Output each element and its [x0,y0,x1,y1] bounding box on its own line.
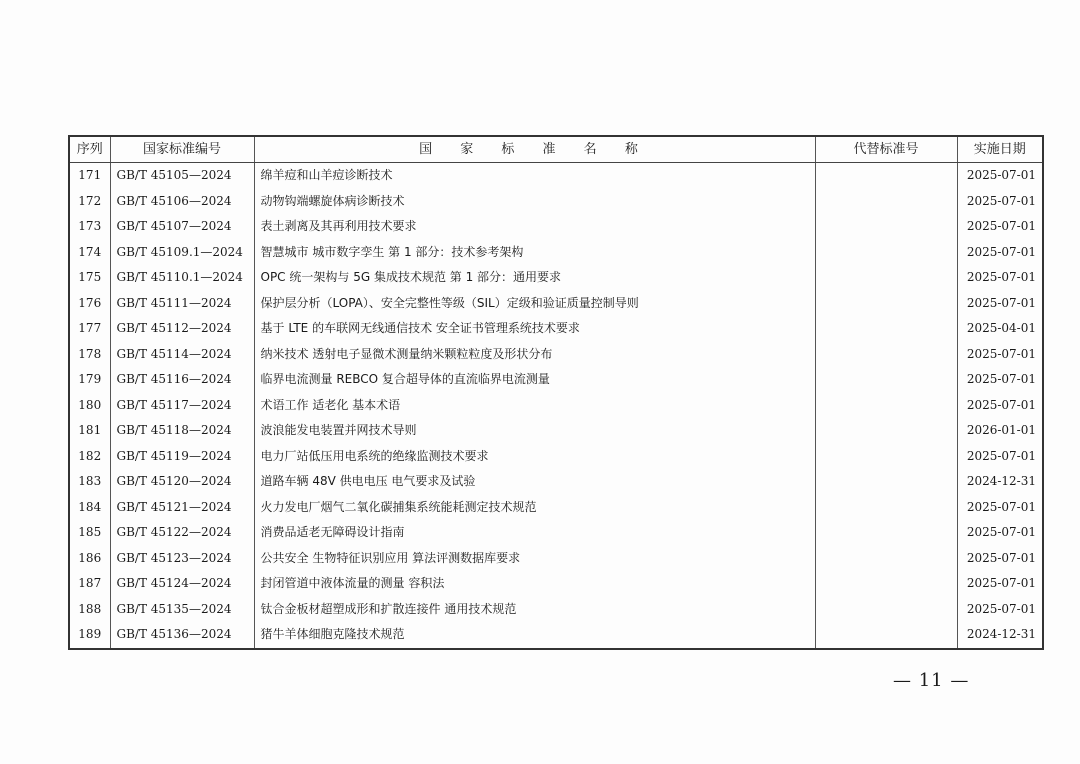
table-row [69,597,1043,623]
standard-code: GB/T 45117—2024 [110,393,254,419]
table-row [69,546,1043,572]
table-row [69,469,1043,495]
standard-name: 基于 LTE 的车联网无线通信技术 安全证书管理系统技术要求 [254,316,815,342]
standard-code: GB/T 45110.1—2024 [110,265,254,291]
row-seq: 188 [69,597,110,623]
standard-code: GB/T 45106—2024 [110,189,254,215]
table-body [69,163,1043,649]
row-seq: 175 [69,265,110,291]
standard-name: 火力发电厂烟气二氧化碳捕集系统能耗测定技术规范 [254,495,815,521]
effective-date: 2025-07-01 [957,367,1043,393]
replaced-standard [815,291,957,317]
replaced-standard [815,163,957,189]
standard-name: 公共安全 生物特征识别应用 算法评测数据库要求 [254,546,815,572]
standard-code: GB/T 45114—2024 [110,342,254,368]
row-seq: 180 [69,393,110,419]
effective-date: 2025-07-01 [957,163,1043,189]
standard-name: OPC 统一架构与 5G 集成技术规范 第 1 部分：通用要求 [254,265,815,291]
replaced-standard [815,546,957,572]
replaced-standard [815,214,957,240]
standard-code: GB/T 45116—2024 [110,367,254,393]
row-seq: 172 [69,189,110,215]
standard-code: GB/T 45121—2024 [110,495,254,521]
effective-date: 2025-07-01 [957,214,1043,240]
standard-code: GB/T 45120—2024 [110,469,254,495]
row-seq: 181 [69,418,110,444]
standard-name: 波浪能发电装置并网技术导则 [254,418,815,444]
row-seq: 185 [69,520,110,546]
effective-date: 2026-01-01 [957,418,1043,444]
replaced-standard [815,571,957,597]
table-row [69,571,1043,597]
replaced-standard [815,495,957,521]
effective-date: 2024-12-31 [957,469,1043,495]
row-seq: 182 [69,444,110,470]
standard-name: 消费品适老无障碍设计指南 [254,520,815,546]
effective-date: 2025-07-01 [957,265,1043,291]
standard-code: GB/T 45118—2024 [110,418,254,444]
replaced-standard [815,444,957,470]
standards-table [68,135,1044,650]
standard-name: 智慧城市 城市数字孪生 第 1 部分：技术参考架构 [254,240,815,266]
standard-name: 临界电流测量 REBCO 复合超导体的直流临界电流测量 [254,367,815,393]
standard-code: GB/T 45105—2024 [110,163,254,189]
replaced-standard [815,393,957,419]
page-number: — 11 — [893,670,970,691]
table-row [69,240,1043,266]
standard-name: 绵羊痘和山羊痘诊断技术 [254,163,815,189]
standard-name: 道路车辆 48V 供电电压 电气要求及试验 [254,469,815,495]
effective-date: 2025-07-01 [957,546,1043,572]
standard-code: GB/T 45136—2024 [110,622,254,649]
standard-code: GB/T 45123—2024 [110,546,254,572]
row-seq: 183 [69,469,110,495]
row-seq: 189 [69,622,110,649]
table-row [69,418,1043,444]
standard-name: 猪牛羊体细胞克隆技术规范 [254,622,815,649]
standard-name: 动物钩端螺旋体病诊断技术 [254,189,815,215]
row-seq: 173 [69,214,110,240]
row-seq: 177 [69,316,110,342]
replaced-standard [815,418,957,444]
table-row [69,163,1043,189]
row-seq: 187 [69,571,110,597]
header-replaced: 代替标准号 [815,136,957,163]
row-seq: 178 [69,342,110,368]
standard-name: 钛合金板材超塑成形和扩散连接件 通用技术规范 [254,597,815,623]
table-row [69,393,1043,419]
table-row [69,495,1043,521]
replaced-standard [815,240,957,266]
effective-date: 2025-07-01 [957,571,1043,597]
standard-code: GB/T 45112—2024 [110,316,254,342]
replaced-standard [815,265,957,291]
row-seq: 186 [69,546,110,572]
standard-code: GB/T 45111—2024 [110,291,254,317]
replaced-standard [815,469,957,495]
row-seq: 174 [69,240,110,266]
effective-date: 2025-07-01 [957,597,1043,623]
replaced-standard [815,367,957,393]
row-seq: 179 [69,367,110,393]
table-row [69,520,1043,546]
row-seq: 171 [69,163,110,189]
effective-date: 2025-07-01 [957,240,1043,266]
effective-date: 2025-07-01 [957,495,1043,521]
replaced-standard [815,316,957,342]
standard-name: 封闭管道中液体流量的测量 容积法 [254,571,815,597]
header-name: 国 家 标 准 名 称 [254,136,815,163]
standard-code: GB/T 45122—2024 [110,520,254,546]
replaced-standard [815,520,957,546]
header-seq: 序列 [69,136,110,163]
effective-date: 2025-07-01 [957,520,1043,546]
standard-name: 术语工作 适老化 基本术语 [254,393,815,419]
effective-date: 2025-07-01 [957,291,1043,317]
replaced-standard [815,342,957,368]
standard-code: GB/T 45109.1—2024 [110,240,254,266]
standard-name: 表土剥离及其再利用技术要求 [254,214,815,240]
table-row [69,316,1043,342]
table-header-row [69,136,1043,163]
row-seq: 184 [69,495,110,521]
standard-code: GB/T 45135—2024 [110,597,254,623]
table-row [69,622,1043,649]
table-row [69,291,1043,317]
effective-date: 2024-12-31 [957,622,1043,649]
effective-date: 2025-07-01 [957,393,1043,419]
table-row [69,342,1043,368]
header-date: 实施日期 [957,136,1043,163]
table-row [69,444,1043,470]
table-row [69,214,1043,240]
standard-code: GB/T 45119—2024 [110,444,254,470]
effective-date: 2025-07-01 [957,444,1043,470]
effective-date: 2025-04-01 [957,316,1043,342]
replaced-standard [815,189,957,215]
row-seq: 176 [69,291,110,317]
header-code: 国家标准编号 [110,136,254,163]
replaced-standard [815,622,957,649]
standard-name: 电力厂站低压用电系统的绝缘监测技术要求 [254,444,815,470]
standard-code: GB/T 45124—2024 [110,571,254,597]
effective-date: 2025-07-01 [957,189,1043,215]
table-row [69,265,1043,291]
standard-code: GB/T 45107—2024 [110,214,254,240]
standard-name: 保护层分析（LOPA）、安全完整性等级（SIL）定级和验证质量控制导则 [254,291,815,317]
table-row [69,189,1043,215]
effective-date: 2025-07-01 [957,342,1043,368]
table-row [69,367,1043,393]
replaced-standard [815,597,957,623]
standard-name: 纳米技术 透射电子显微术测量纳米颗粒粒度及形状分布 [254,342,815,368]
